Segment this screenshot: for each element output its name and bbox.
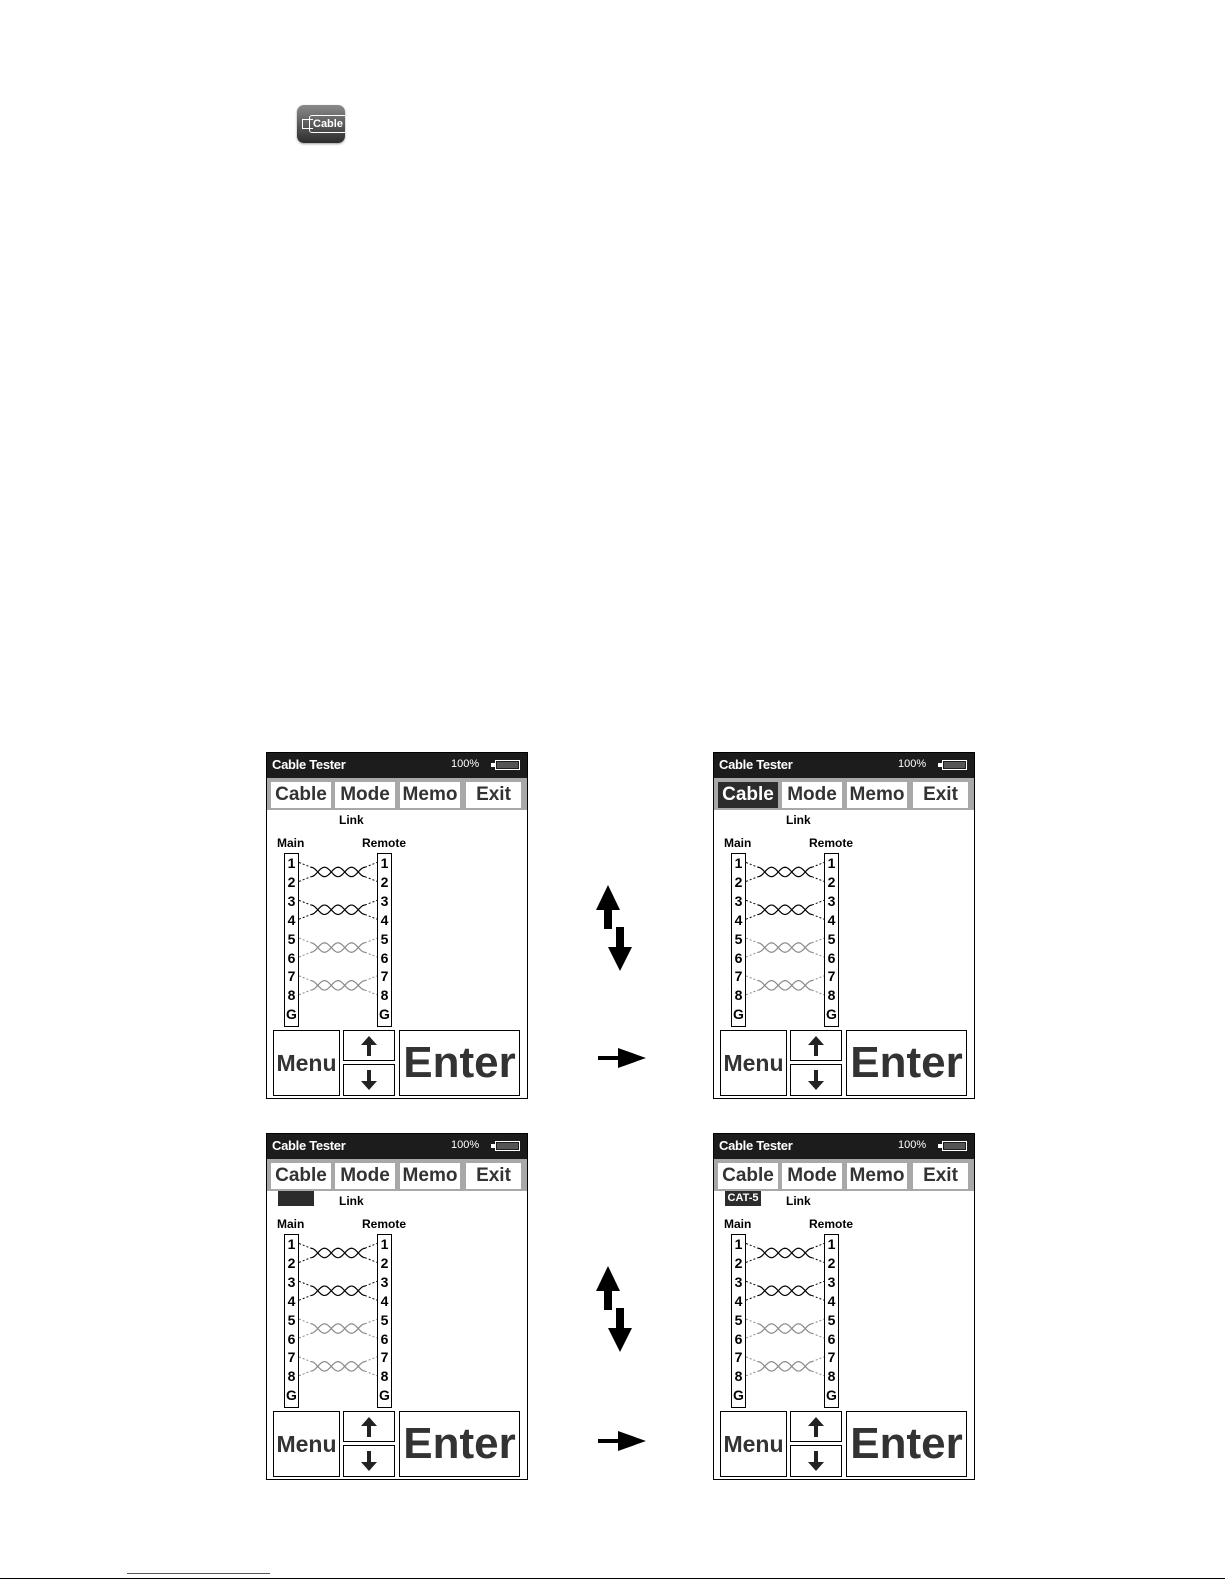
pin-label: 8 [287,987,296,1004]
arrow-down-icon [808,1451,824,1471]
remote-pins [824,853,839,1027]
arrow-down-icon [361,1070,377,1090]
title-bar [267,753,527,778]
pin-label: G [286,1387,297,1404]
pin-label: 2 [734,1254,743,1271]
pin-label: 3 [827,892,836,909]
pin-label: 1 [287,1236,296,1252]
pin-label: 1 [380,1236,389,1252]
twisted-pair-3 [746,1319,824,1338]
pin-label: 6 [734,1330,743,1347]
twisted-pair-1 [746,863,824,882]
menu-button[interactable]: Menu [273,1411,340,1477]
pin-label: 7 [287,968,296,985]
battery-icon [942,760,967,770]
battery-percent: 100% [898,758,927,770]
pin-label: 8 [380,987,389,1004]
pin-label: 7 [380,968,389,985]
down-button[interactable] [790,1445,842,1477]
arrow-up-icon [808,1417,824,1437]
pin-label: 2 [287,1254,296,1271]
up-down-arrows-icon [596,1266,640,1356]
twisted-pair-1 [746,1244,824,1263]
pin-label: 1 [827,855,836,871]
pin-label: 3 [380,1273,389,1290]
screen-title: Cable Tester [719,757,793,772]
remote-pins [377,853,392,1027]
cable-icon[interactable] [297,105,345,143]
main-label: Main [724,836,752,850]
arrow-down-icon [808,1070,824,1090]
remote-label: Remote [809,1217,854,1231]
twisted-pair-2 [299,900,377,919]
remote-label: Remote [362,1217,407,1231]
battery-percent: 100% [898,1139,927,1151]
battery-fill [497,1143,518,1149]
pin-label: 2 [734,873,743,890]
twisted-pair-3 [299,938,377,957]
tab-cable[interactable]: Cable [271,1163,331,1189]
pin-label: 6 [827,949,836,966]
pin-label: 4 [287,1292,296,1309]
menu-button[interactable]: Menu [720,1030,787,1096]
pin-label: 2 [380,1254,389,1271]
menu-button[interactable]: Menu [273,1030,340,1096]
battery-fill [944,1143,965,1149]
pin-label: 1 [827,1236,836,1252]
tab-memo[interactable]: Memo [847,782,907,808]
pin-label: 4 [734,1292,743,1309]
pin-label: G [733,1006,744,1023]
wire-pairs [299,853,377,1027]
right-arrow-icon [598,1048,646,1068]
twisted-pair-1 [299,1244,377,1263]
tab-memo[interactable]: Memo [847,1163,907,1189]
pin-label: 4 [287,911,296,928]
pin-label: 6 [827,1330,836,1347]
pin-label: 3 [734,892,743,909]
pin-label: 3 [827,1273,836,1290]
remote-label: Remote [809,836,854,850]
pin-label: 1 [734,855,743,871]
pin-label: 4 [380,911,389,928]
pin-label: 4 [734,911,743,928]
enter-button[interactable]: Enter [846,1030,967,1096]
battery-icon [495,1141,520,1151]
pin-label: 1 [380,855,389,871]
link-label: Link [339,813,364,827]
tab-exit[interactable]: Exit [466,782,521,808]
main-pins [731,853,746,1027]
pin-label: 1 [287,855,296,871]
tab-mode[interactable]: Mode [335,1163,395,1189]
pin-label: 2 [380,873,389,890]
tab-memo[interactable]: Memo [400,1163,460,1189]
pin-label: 5 [380,1311,389,1328]
wire-pairs [746,1234,824,1408]
pin-label: 7 [380,1349,389,1366]
cable-tester-screen [266,1133,528,1480]
pin-label: 7 [827,968,836,985]
twisted-pair-2 [746,900,824,919]
link-label: Link [786,813,811,827]
twisted-pair-4 [746,976,824,995]
menu-bar [267,1159,527,1191]
pin-label: 2 [287,873,296,890]
tab-mode[interactable]: Mode [782,1163,842,1189]
pin-label: 8 [734,1368,743,1385]
title-bar [267,1134,527,1159]
arrow-down-icon [361,1451,377,1471]
pin-label: 5 [734,930,743,947]
remote-label: Remote [362,836,407,850]
twisted-pair-4 [299,1357,377,1376]
pin-label: 2 [827,1254,836,1271]
footer-link-underline[interactable] [127,1573,270,1574]
pin-label: G [286,1006,297,1023]
twisted-pair-4 [746,1357,824,1376]
pin-label: 4 [827,911,836,928]
pin-label: 7 [734,1349,743,1366]
pin-label: 7 [734,968,743,985]
battery-icon [942,1141,967,1151]
main-label: Main [277,1217,305,1231]
pin-label: 3 [734,1273,743,1290]
wire-pairs [299,1234,377,1408]
pin-label: 6 [734,949,743,966]
menu-bar [714,1159,974,1191]
remote-pins [377,1234,392,1408]
pin-label: 8 [287,1368,296,1385]
pin-label: 8 [380,1368,389,1385]
battery-fill [944,762,965,768]
main-pins [284,1234,299,1408]
up-button[interactable] [790,1030,842,1061]
screen-title: Cable Tester [719,1138,793,1153]
twisted-pair-3 [299,1319,377,1338]
pin-label: 5 [380,930,389,947]
down-button[interactable] [343,1064,395,1096]
main-pins [284,853,299,1027]
pin-label: 4 [827,1292,836,1309]
pin-label: 6 [287,949,296,966]
battery-icon [495,760,520,770]
pin-label: G [733,1387,744,1404]
link-label: Link [339,1194,364,1208]
pin-label: 8 [827,987,836,1004]
cable-icon-label: Cable [309,115,347,133]
tab-cable[interactable]: Cable [271,782,331,808]
pin-label: 5 [287,930,296,947]
pin-label: G [379,1006,390,1023]
menu-bar [267,778,527,810]
pin-label: 1 [734,1236,743,1252]
screen-title: Cable Tester [272,757,346,772]
battery-fill [497,762,518,768]
pin-label: 4 [380,1292,389,1309]
twisted-pair-2 [746,1281,824,1300]
twisted-pair-3 [746,938,824,957]
remote-pins [824,1234,839,1408]
enter-button[interactable]: Enter [846,1411,967,1477]
main-label: Main [277,836,305,850]
menu-button[interactable]: Menu [720,1411,787,1477]
up-button[interactable] [343,1411,395,1442]
cable-tester-screen [266,752,528,1099]
twisted-pair-1 [299,863,377,882]
arrow-up-icon [361,1036,377,1056]
pin-label: 5 [287,1311,296,1328]
twisted-pair-4 [299,976,377,995]
pin-label: G [826,1387,837,1404]
pin-label: 3 [380,892,389,909]
pin-label: 5 [734,1311,743,1328]
menu-bar [714,778,974,810]
cable-tester-screen [713,1133,975,1480]
pin-label: 5 [827,930,836,947]
tab-mode[interactable]: Mode [335,782,395,808]
tab-cable[interactable]: Cable [718,1163,778,1189]
tab-exit[interactable]: Exit [913,782,968,808]
pin-label: 7 [827,1349,836,1366]
enter-button[interactable]: Enter [399,1030,520,1096]
pin-label: 5 [827,1311,836,1328]
pin-label: G [379,1387,390,1404]
tab-mode[interactable]: Mode [782,782,842,808]
cable-tester-screen [713,752,975,1099]
up-button[interactable] [343,1030,395,1061]
tab-cable[interactable]: Cable [718,782,778,808]
arrow-up-icon [808,1036,824,1056]
title-bar [714,753,974,778]
pin-label: 8 [827,1368,836,1385]
tab-exit[interactable]: Exit [913,1163,968,1189]
pin-label: 3 [287,892,296,909]
pin-label: G [826,1006,837,1023]
pin-label: 2 [827,873,836,890]
main-label: Main [724,1217,752,1231]
up-button[interactable] [790,1411,842,1442]
pin-label: 7 [287,1349,296,1366]
title-bar [714,1134,974,1159]
pin-label: 6 [287,1330,296,1347]
up-down-arrows-icon [596,885,640,975]
right-arrow-icon [598,1431,646,1451]
footer-divider [0,1578,1225,1579]
main-pins [731,1234,746,1408]
screen-title: Cable Tester [272,1138,346,1153]
arrow-up-icon [361,1417,377,1437]
link-label: Link [786,1194,811,1208]
enter-button[interactable]: Enter [399,1411,520,1477]
down-button[interactable] [343,1445,395,1477]
pin-label: 3 [287,1273,296,1290]
pin-label: 6 [380,949,389,966]
cable-type-badge: CAT-5 [725,1191,761,1206]
pin-label: 6 [380,1330,389,1347]
tab-memo[interactable]: Memo [400,782,460,808]
down-button[interactable] [790,1064,842,1096]
tab-exit[interactable]: Exit [466,1163,521,1189]
wire-pairs [746,853,824,1027]
cable-type-badge [278,1191,314,1206]
pin-label: 8 [734,987,743,1004]
twisted-pair-2 [299,1281,377,1300]
battery-percent: 100% [451,1139,480,1151]
battery-percent: 100% [451,758,480,770]
